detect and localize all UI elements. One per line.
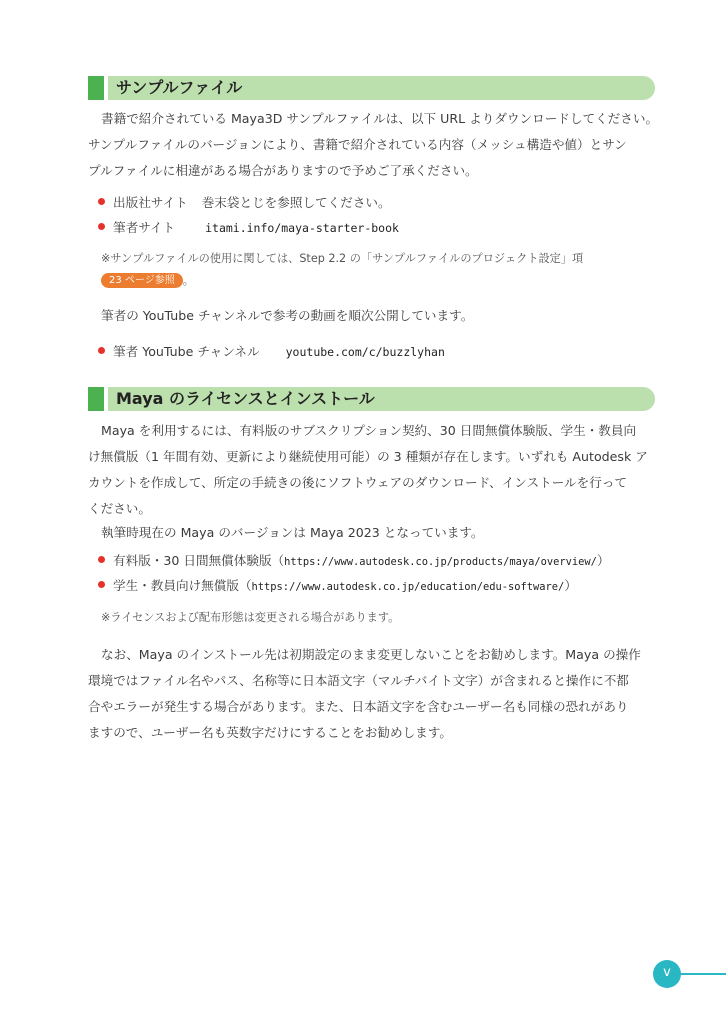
bullet-dot — [98, 223, 105, 230]
youtube-intro — [88, 303, 655, 329]
sample-file-note — [101, 248, 583, 292]
intro-line: サンプルファイルのバージョンにより、書籍で紹介されている内容（メッシュ構造や値）とサン — [88, 137, 627, 152]
bullet-youtube-channel — [98, 343, 445, 361]
note-end: 。 — [182, 274, 194, 287]
install-paragraph — [88, 642, 655, 746]
page-reference-badge: 23 ページ参照 — [101, 273, 183, 288]
bullet-end: ） — [596, 553, 610, 568]
intro-line: 書籍で紹介されている Maya3D サンプルファイルは、以下 URL よりダウンロードしてください。 — [101, 111, 659, 126]
paragraph-line: Maya を利用するには、有料版のサブスクリプション契約、30 日間無償体験版、学生・教員向 — [101, 423, 637, 438]
bullet-education — [98, 577, 577, 596]
paragraph-line: 合やエラーが発生する場合があります。また、日本語文字を含むユーザー名も同様の恐れがあり — [88, 699, 629, 714]
youtube-channel-url[interactable]: youtube.com/c/buzzlyhan — [285, 345, 445, 359]
section-heading-sample-files — [88, 76, 655, 100]
heading-accent-bar — [88, 387, 104, 411]
sample-files-intro — [88, 106, 659, 184]
bullet-dot — [98, 198, 105, 205]
section-heading-license-install — [88, 387, 655, 411]
bullet-dot — [98, 347, 105, 354]
bullet-label: 学生・教員向け無償版（ — [113, 578, 252, 593]
page-number: v — [653, 960, 681, 988]
license-paragraph — [88, 418, 655, 544]
paragraph-line: なお、Maya のインストール先は初期設定のまま変更しないことをお勧めします。Maya の操作 — [101, 647, 641, 662]
bullet-value: 巻末袋とじを参照してください。 — [201, 195, 391, 210]
paragraph-line: ますので、ユーザー名も英数字だけにすることをお勧めします。 — [88, 725, 452, 740]
heading-accent-bar — [88, 76, 104, 100]
author-site-url[interactable]: itami.info/maya-starter-book — [205, 221, 399, 235]
youtube-intro-line: 筆者の YouTube チャンネルで参考の動画を順次公開しています。 — [101, 308, 474, 323]
section-title: サンプルファイル — [116, 78, 243, 97]
note-text: ※サンプルファイルの使用に関しては、Step 2.2 の「サンプルファイルのプロジェクト設定」項 — [101, 252, 584, 265]
bullet-author-site — [98, 219, 399, 237]
education-url[interactable]: https://www.autodesk.co.jp/education/edu-software/ — [251, 581, 565, 593]
bullet-paid-trial — [98, 552, 610, 571]
paragraph-line: 執筆時現在の Maya のバージョンは Maya 2023 となっています。 — [101, 525, 484, 540]
paragraph-line: 環境ではファイル名やパス、名称等に日本語文字（マルチバイト文字）が含まれると操作に不都 — [88, 673, 629, 688]
paragraph-line: け無償版（1 年間有効、更新により継続使用可能）の 3 種類が存在します。いずれも Autodesk ア — [88, 449, 648, 464]
bullet-dot — [98, 581, 105, 588]
bullet-end: ） — [564, 578, 577, 593]
bullet-label: 筆者 YouTube チャンネル — [113, 344, 260, 359]
bullet-label: 有料版・30 日間無償体験版（ — [113, 553, 285, 568]
bullet-dot — [98, 556, 105, 563]
bullet-publisher-site — [98, 194, 391, 212]
paragraph-line: ください。 — [88, 501, 151, 516]
intro-line: プルファイルに相違がある場合がありますので予めご了承ください。 — [88, 163, 478, 178]
license-note: ※ライセンスおよび配布形態は変更される場合があります。 — [101, 611, 400, 624]
section-title: Maya のライセンスとインストール — [116, 389, 375, 408]
page-number-rule — [680, 973, 726, 975]
bullet-label: 出版社サイト — [113, 195, 188, 210]
paid-trial-url[interactable]: https://www.autodesk.co.jp/products/maya/overview/ — [284, 556, 597, 568]
paragraph-line: カウントを作成して、所定の手続きの後にソフトウェアのダウンロード、インストールを行って — [88, 475, 628, 490]
bullet-label: 筆者サイト — [113, 220, 176, 235]
